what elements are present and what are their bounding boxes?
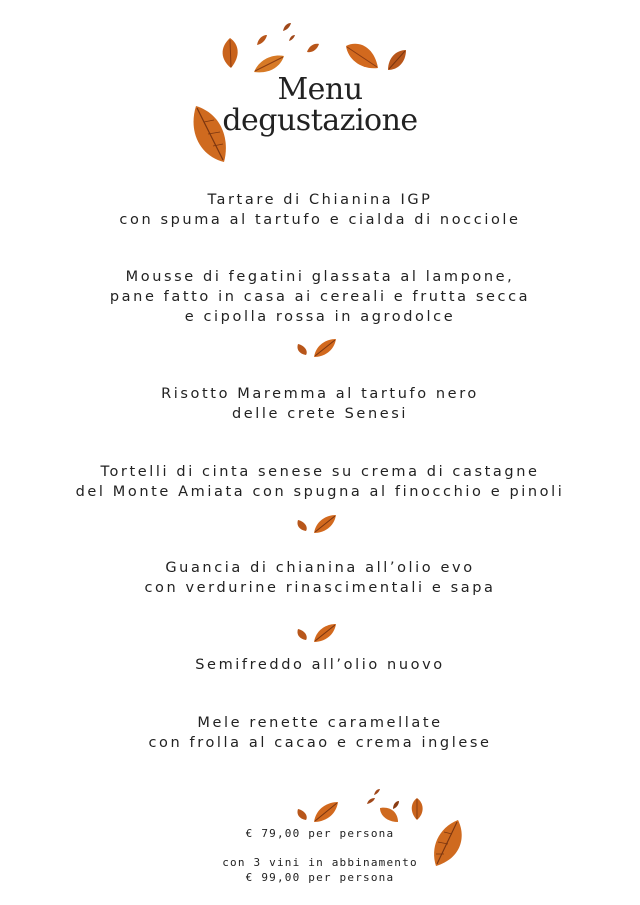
- course-4: [0, 462, 640, 502]
- course-line: Tortelli di cinta senese su crema di castagne: [100, 464, 540, 480]
- course-2: [0, 267, 640, 327]
- course-line: del Monte Amiata con spugna al finocchio e pinoli: [75, 484, 565, 500]
- autumn-leaf-icon: [288, 34, 296, 42]
- autumn-leaf-icon: [217, 36, 243, 70]
- autumn-leaf-icon: [296, 342, 308, 356]
- wine-price: € 99,00 per persona: [245, 871, 395, 884]
- course-line: Semifreddo all’olio nuovo: [195, 657, 445, 673]
- course-line: Tartare di Chianina IGP: [207, 192, 433, 208]
- course-line: delle crete Senesi: [231, 406, 409, 422]
- course-line: con frolla al cacao e crema inglese: [148, 735, 492, 751]
- autumn-leaf-icon: [366, 797, 376, 805]
- menu-title-line2: degustazione: [222, 103, 418, 138]
- course-line: Risotto Maremma al tartufo nero: [161, 386, 479, 402]
- course-line: con verdurine rinascimentali e sapa: [144, 580, 496, 596]
- course-6: [0, 655, 640, 675]
- autumn-leaf-icon: [282, 22, 292, 32]
- autumn-leaf-icon: [312, 513, 338, 535]
- autumn-leaf-icon: [252, 52, 286, 76]
- price-text: € 79,00 per persona: [245, 827, 395, 840]
- autumn-leaf-icon: [344, 40, 380, 72]
- course-line: pane fatto in casa ai cereali e frutta secca: [109, 289, 531, 305]
- wine-label: con 3 vini in abbinamento: [222, 856, 418, 869]
- course-line: con spuma al tartufo e cialda di nocciole: [119, 212, 521, 228]
- autumn-leaf-icon: [408, 797, 426, 821]
- autumn-leaf-icon: [188, 104, 230, 164]
- autumn-leaf-icon: [296, 627, 308, 641]
- autumn-leaf-icon: [296, 807, 308, 821]
- autumn-leaf-icon: [256, 34, 268, 46]
- course-line: Mele renette caramellate: [197, 715, 443, 731]
- autumn-leaf-icon: [312, 800, 340, 824]
- autumn-leaf-icon: [312, 622, 338, 644]
- price-base: [0, 826, 640, 841]
- autumn-leaf-icon: [306, 42, 320, 54]
- course-5: [0, 558, 640, 598]
- autumn-leaf-icon: [312, 337, 338, 359]
- course-line: Mousse di fegatini glassata al lampone,: [125, 269, 515, 285]
- price-wine: [0, 855, 640, 885]
- course-line: e cipolla rossa in agrodolce: [184, 309, 456, 325]
- course-1: [0, 190, 640, 230]
- menu-title-line1: Menu: [277, 72, 363, 107]
- course-line: Guancia di chianina all’olio evo: [165, 560, 475, 576]
- autumn-leaf-icon: [386, 48, 408, 72]
- autumn-leaf-icon: [373, 788, 381, 796]
- autumn-leaf-icon: [296, 518, 308, 532]
- course-7: [0, 713, 640, 753]
- course-3: [0, 384, 640, 424]
- autumn-leaf-icon: [392, 800, 400, 810]
